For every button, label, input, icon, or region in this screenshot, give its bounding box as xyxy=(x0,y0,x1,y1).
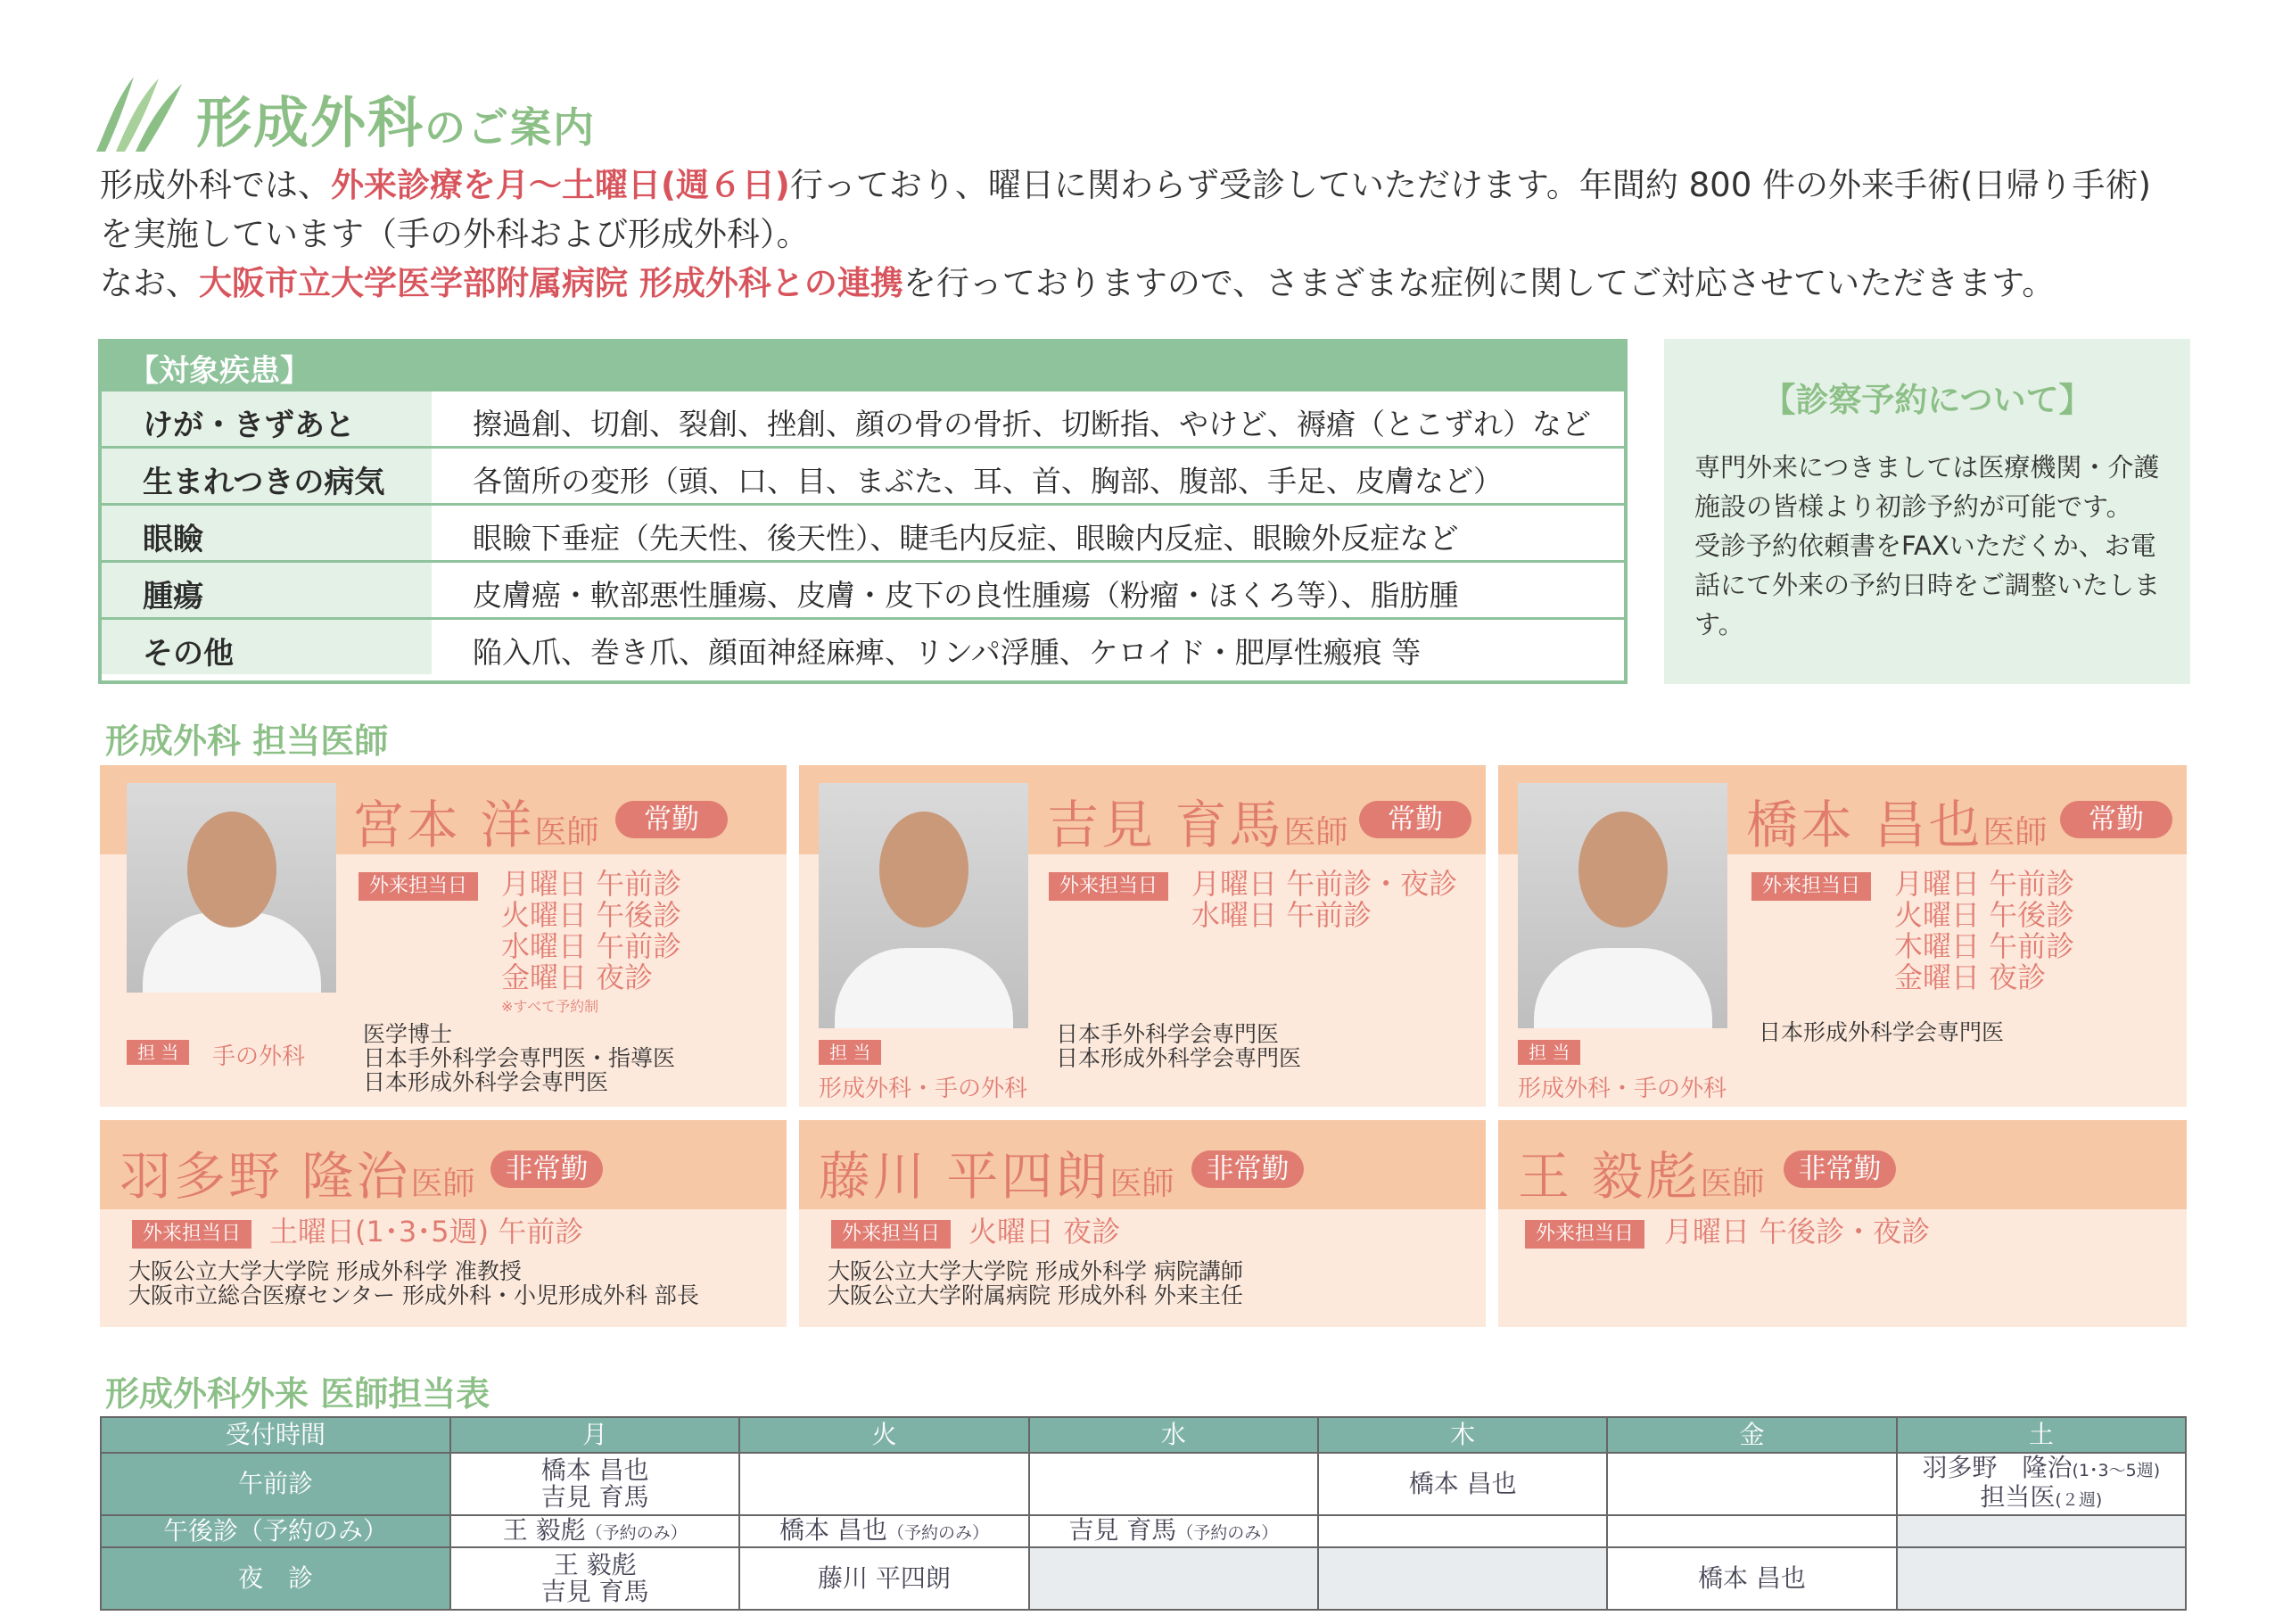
specialty: 形成外科・手の外科 xyxy=(819,1076,1028,1102)
table-header: 月 xyxy=(450,1417,739,1453)
disease-table xyxy=(98,339,1628,684)
table-cell: 橋本 昌也 xyxy=(1607,1547,1896,1610)
table-cell xyxy=(1318,1515,1607,1547)
table-section-title: 形成外科外来 医師担当表 xyxy=(105,1374,490,1414)
doctor-card xyxy=(799,765,1486,1107)
specialty: 手の外科 xyxy=(212,1043,306,1070)
note: ※すべて予約制 xyxy=(501,998,599,1015)
doctor-photo xyxy=(127,783,336,993)
doctor-name: 吉見 育馬医師 xyxy=(1047,795,1348,855)
leaf-logo-icon xyxy=(89,73,187,153)
schedule: 月曜日 午後診・夜診 xyxy=(1664,1215,1931,1249)
status-badge: 常勤 xyxy=(1359,801,1471,838)
table-cell: 橋本 昌也（予約のみ） xyxy=(739,1515,1028,1547)
doctor-card xyxy=(799,1120,1486,1327)
table-cell: 橋本 昌也 xyxy=(1318,1453,1607,1515)
qualifications: 大阪公立大学大学院 形成外科学 病院講師 大阪公立大学附属病院 形成外科 外来主任 xyxy=(828,1258,1243,1308)
doctor-name: 橋本 昌也医師 xyxy=(1746,795,2048,855)
table-row: 夜 診 王 毅彪 吉見 育馬 藤川 平四朗 橋本 昌也 xyxy=(101,1547,2186,1610)
status-badge: 非常勤 xyxy=(1191,1150,1304,1188)
doctor-name: 羽多野 隆治医師 xyxy=(120,1146,475,1207)
schedule: 土曜日(1･3･5週) 午前診 xyxy=(269,1215,584,1249)
table-row: 午後診（予約のみ） 王 毅彪（予約のみ） 橋本 昌也（予約のみ） 吉見 育馬（予約のみ） xyxy=(101,1515,2186,1547)
page-title: 形成外科のご案内 xyxy=(196,90,597,155)
schedule: 月曜日 午前診 火曜日 午後診 水曜日 午前診 金曜日 夜診 xyxy=(501,867,682,994)
schedule: 火曜日 夜診 xyxy=(968,1215,1121,1249)
doctor-name: 藤川 平四朗医師 xyxy=(819,1146,1174,1207)
specialty: 形成外科・手の外科 xyxy=(1518,1076,1727,1102)
status-badge: 非常勤 xyxy=(1784,1150,1896,1188)
table-cell xyxy=(1029,1453,1318,1515)
outpatient-day-tag: 外来担当日 xyxy=(831,1220,951,1249)
schedule: 月曜日 午前診 火曜日 午後診 木曜日 午前診 金曜日 夜診 xyxy=(1894,867,2075,994)
disease-table-caption: 【対象疾患】 xyxy=(102,342,1624,389)
table-cell xyxy=(1029,1547,1318,1610)
table-header: 火 xyxy=(739,1417,1028,1453)
outpatient-day-tag: 外来担当日 xyxy=(359,872,478,901)
outpatient-day-tag: 外来担当日 xyxy=(132,1220,251,1249)
table-row: 午前診 橋本 昌也 吉見 育馬 橋本 昌也 羽多野 隆治(1･3～5週) 担当医(２週) xyxy=(101,1453,2186,1515)
table-header: 水 xyxy=(1029,1417,1318,1453)
doctor-card xyxy=(100,1120,787,1327)
doctor-photo xyxy=(1518,783,1727,1028)
doctor-name: 王 毅彪医師 xyxy=(1518,1146,1765,1207)
outpatient-day-tag: 外来担当日 xyxy=(1751,872,1871,901)
table-cell xyxy=(1897,1547,2186,1610)
doctor-card xyxy=(1498,1120,2187,1327)
table-cell: 羽多野 隆治(1･3～5週) 担当医(２週) xyxy=(1897,1453,2186,1515)
disease-row: 眼瞼 眼瞼下垂症（先天性、後天性）、睫毛内反症、眼瞼内反症、眼瞼外反症など xyxy=(102,503,1624,560)
table-cell xyxy=(1607,1453,1896,1515)
disease-row: 腫瘍 皮膚癌・軟部悪性腫瘍、皮膚・皮下の良性腫瘍（粉瘤・ほくろ等）、脂肪腫 xyxy=(102,560,1624,617)
disease-row: 生まれつきの病気 各箇所の変形（頭、口、目、まぶた、耳、首、胸部、腹部、手足、皮膚など） xyxy=(102,446,1624,503)
qualifications: 日本手外科学会専門医 日本形成外科学会専門医 xyxy=(1056,1021,1302,1071)
doctor-name: 宮本 洋医師 xyxy=(352,795,599,855)
table-cell: 王 毅彪（予約のみ） xyxy=(450,1515,739,1547)
table-cell: 吉見 育馬（予約のみ） xyxy=(1029,1515,1318,1547)
table-cell xyxy=(1607,1515,1896,1547)
status-badge: 常勤 xyxy=(615,801,728,838)
doctor-card xyxy=(100,765,787,1107)
qualifications: 日本形成外科学会専門医 xyxy=(1759,1019,2005,1045)
reservation-box xyxy=(1664,339,2190,684)
reservation-title: 【診察予約について】 xyxy=(1762,381,2092,419)
disease-row: その他 陥入爪、巻き爪、顔面神経麻痺、リンパ浮腫、ケロイド・肥厚性瘢痕 等 xyxy=(102,617,1624,674)
intro-text: 形成外科では、外来診療を月～土曜日(週６日)行っており、曜日に関わらず受診していただけます。年間約 800 件の外来手術(日帰り手術) を実施しています（手の外科および形成外科）。 なお、大阪市立大学医学部附属病院 形成外科との連携を行っておりますので、さまざまな症例に関してご対応させていただきます。 xyxy=(100,166,2151,302)
table-cell xyxy=(1897,1515,2186,1547)
table-header: 金 xyxy=(1607,1417,1896,1453)
doctor-photo xyxy=(819,783,1028,1028)
qualifications: 医学博士 日本手外科学会専門医・指導医 日本形成外科学会専門医 xyxy=(363,1021,676,1095)
doctor-card xyxy=(1498,765,2187,1107)
table-header: 土 xyxy=(1897,1417,2186,1453)
reservation-text: 専門外来につきましては医療機関・介護 施設の皆様より初診予約が可能です。 受診予約依頼書をFAXいただくか、お電 話にて外来の予約日時をご調整いたしま す。 xyxy=(1694,452,2161,639)
in-charge-tag: 担 当 xyxy=(127,1040,189,1065)
in-charge-tag: 担 当 xyxy=(819,1040,881,1065)
table-cell: 藤川 平四朗 xyxy=(739,1547,1028,1610)
table-cell: 橋本 昌也 吉見 育馬 xyxy=(450,1453,739,1515)
schedule-table xyxy=(100,1416,2187,1611)
status-badge: 常勤 xyxy=(2060,801,2172,838)
table-cell xyxy=(1318,1547,1607,1610)
outpatient-day-tag: 外来担当日 xyxy=(1049,872,1168,901)
disease-row: けが・きずあと 擦過創、切創、裂創、挫創、顔の骨の骨折、切断指、やけど、褥瘡（とこずれ）など xyxy=(102,389,1624,446)
doctors-section-title: 形成外科 担当医師 xyxy=(105,721,389,761)
schedule: 月曜日 午前診・夜診 水曜日 午前診 xyxy=(1191,867,1458,932)
table-header: 木 xyxy=(1318,1417,1607,1453)
table-cell: 王 毅彪 吉見 育馬 xyxy=(450,1547,739,1610)
table-cell xyxy=(739,1453,1028,1515)
in-charge-tag: 担 当 xyxy=(1518,1040,1580,1065)
status-badge: 非常勤 xyxy=(490,1150,603,1188)
outpatient-day-tag: 外来担当日 xyxy=(1525,1220,1644,1249)
table-header: 受付時間 xyxy=(101,1417,450,1453)
qualifications: 大阪公立大学大学院 形成外科学 准教授 大阪市立総合医療センター 形成外科・小児形成外科 部長 xyxy=(128,1258,699,1308)
